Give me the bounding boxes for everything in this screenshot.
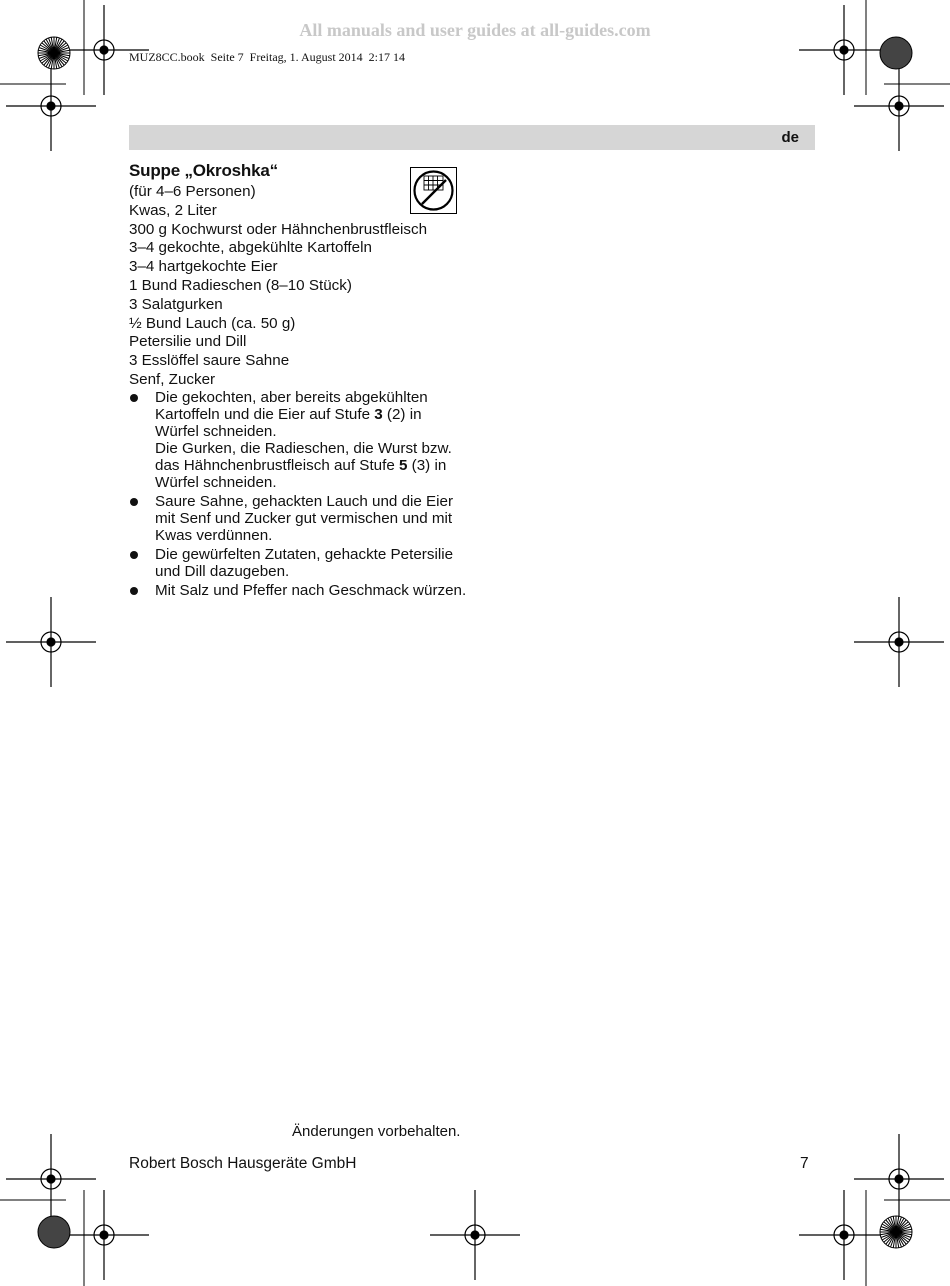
registration-mark-icon: [6, 597, 96, 687]
step-list: [129, 389, 469, 600]
ingredient-list: [129, 183, 469, 390]
bullet-icon: [130, 551, 138, 559]
language-bar: [129, 125, 815, 150]
ingredient-item: 300 g Kochwurst oder Hähnchenbrustfleisch: [129, 220, 428, 238]
bullet-icon: [130, 394, 138, 402]
ingredient-item: ½ Bund Lauch (ca. 50 g): [129, 314, 296, 332]
starburst-mark-icon: [880, 1216, 912, 1248]
company-name: Robert Bosch Hausgeräte GmbH: [129, 1155, 357, 1172]
starburst-mark-icon: [38, 37, 70, 69]
registration-mark-icon: [799, 5, 889, 95]
registration-mark-icon: [854, 1134, 944, 1224]
starburst-mark-icon: [880, 37, 912, 69]
ingredient-item: 3 Salatgurken: [129, 295, 223, 313]
step-item: [129, 389, 469, 492]
step-text: Mit Salz und Pfeffer nach Geschmack würzen.: [155, 581, 467, 599]
step-text: (2) in Würfel schneiden.: [155, 406, 422, 441]
ingredient-item: 3–4 hartgekochte Eier: [129, 258, 278, 276]
ingredient-item: 3 Esslöffel saure Sahne: [129, 352, 290, 370]
step-text: Die gewürfelten Zutaten, gehackte Petersilie und Dill dazugeben.: [155, 545, 454, 580]
speed-setting: 3: [374, 406, 383, 424]
step-item: [129, 546, 469, 580]
file-info: MUZ8CC.book Seite 7 Freitag, 1. August 2014 2:17 14: [129, 50, 405, 64]
registration-mark-icon: [854, 61, 944, 151]
registration-mark-icon: [854, 597, 944, 687]
starburst-mark-icon: [38, 1216, 70, 1248]
ingredient-item: 3–4 gekochte, abgekühlte Kartoffeln: [129, 239, 372, 257]
speed-setting: 5: [399, 457, 408, 475]
registration-mark-icon: [799, 1190, 889, 1280]
language-tag: de: [781, 129, 799, 146]
registration-mark-icon: [430, 1190, 520, 1280]
watermark: All manuals and user guides at all-guides.com: [299, 20, 651, 40]
ingredient-item: Senf, Zucker: [129, 370, 216, 388]
recipe-title: Suppe „Okroshka“: [129, 161, 278, 180]
step-item: [129, 493, 469, 544]
ingredient-item: 1 Bund Radieschen (8–10 Stück): [129, 276, 352, 294]
registration-mark-icon: [6, 1134, 96, 1224]
bullet-icon: [130, 587, 138, 595]
step-text: Die gekochten, aber bereits abgekühlten Kartoffeln und die Eier auf Stufe: [155, 389, 428, 424]
step-text: Die Gurken, die Radieschen, die Wurst bzw. das Hähnchenbrustfleisch auf Stufe: [155, 440, 452, 475]
ingredient-item: (für 4–6 Personen): [129, 183, 256, 200]
registration-mark-icon: [59, 1190, 149, 1280]
ingredient-item: Petersilie und Dill: [129, 333, 247, 351]
page-number: 7: [800, 1155, 809, 1172]
bullet-icon: [130, 498, 138, 506]
registration-mark-icon: [6, 61, 96, 151]
ingredient-item: Kwas, 2 Liter: [129, 201, 217, 219]
step-text: (3) in Würfel schneiden.: [155, 457, 447, 492]
step-item: [129, 582, 469, 599]
changes-note: Änderungen vorbehalten.: [292, 1123, 461, 1140]
step-text: Saure Sahne, gehackten Lauch und die Eier mit Senf und Zucker gut vermischen und mit Kwas verdünnen.: [155, 493, 454, 545]
